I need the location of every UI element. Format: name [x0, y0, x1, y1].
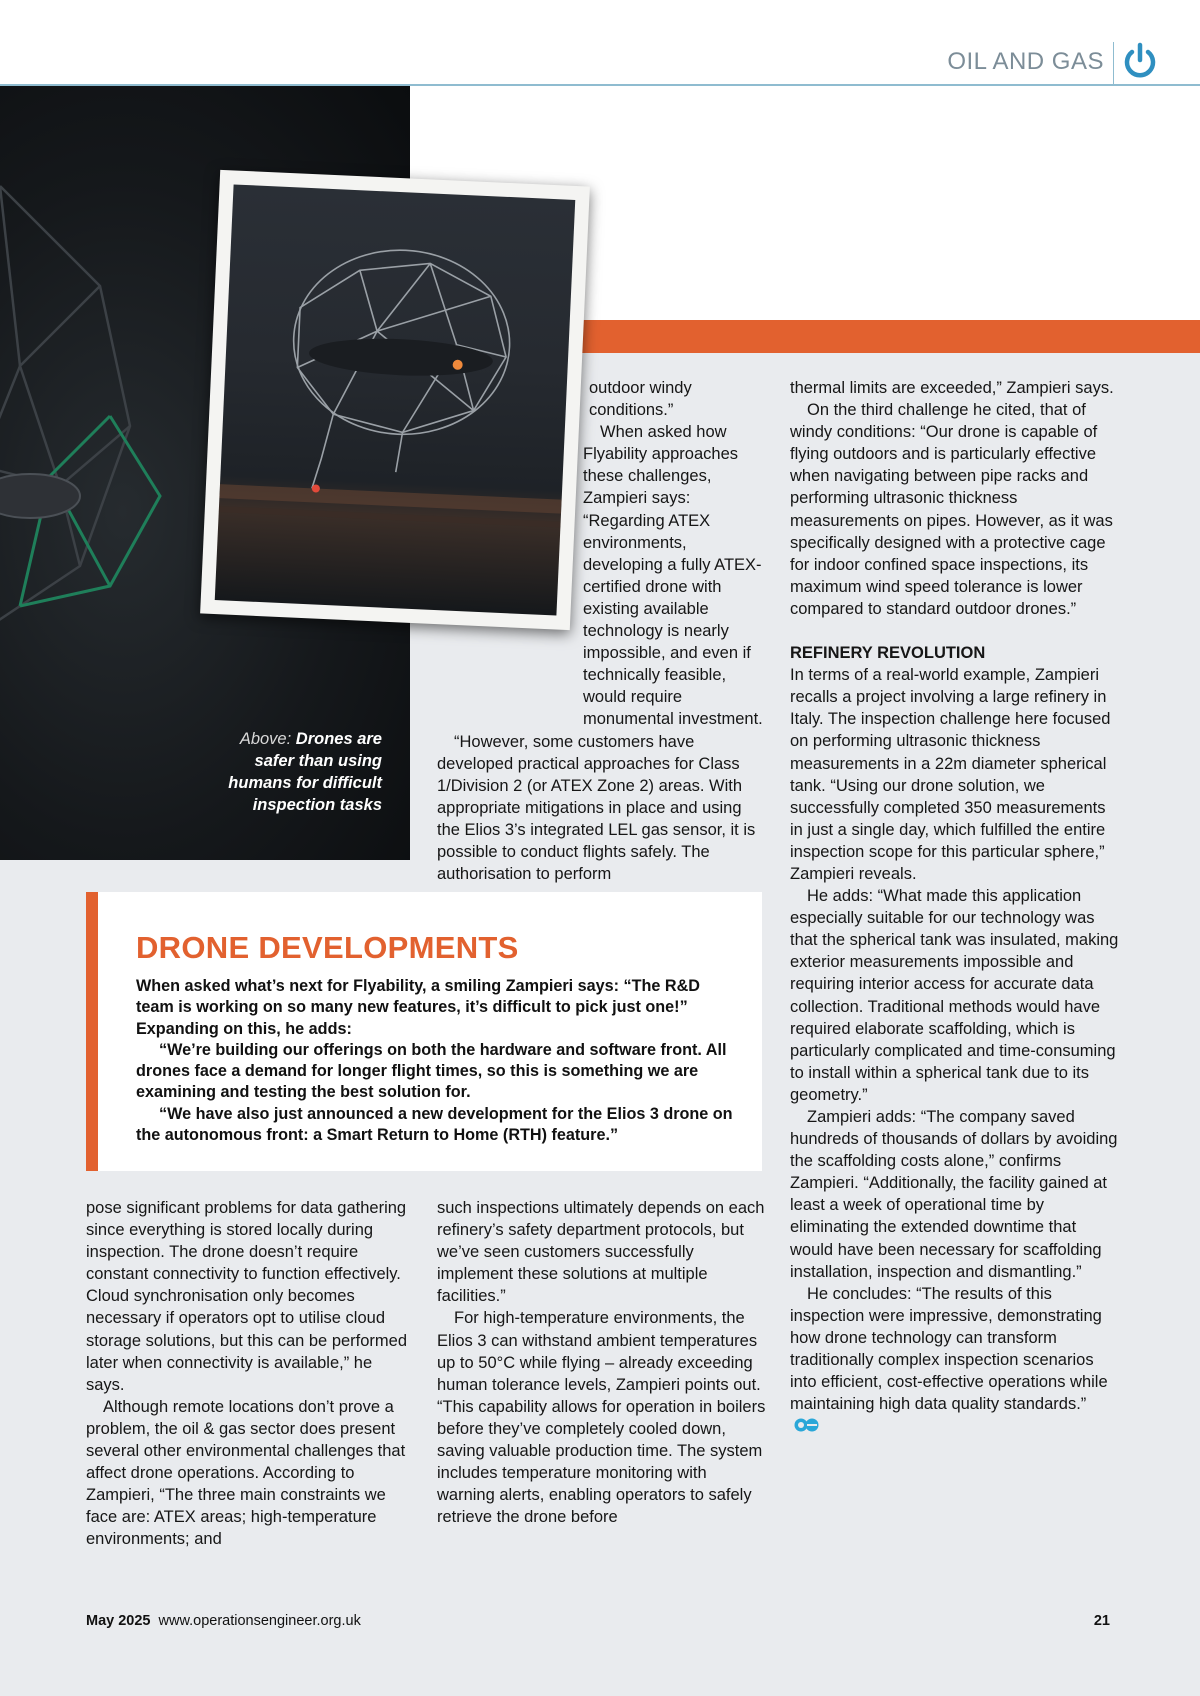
paragraph: When asked how Flyability approaches these challenges, Zampieri says: “Regarding ATEX environments, developing a fully ATEX-certified drone with existing available technology is nearly impossible, and even if technically feasible, would require monumental investment.	[583, 423, 763, 729]
paragraph: On the third challenge he cited, that of windy conditions: “Our drone is capable of flying outdoors and is particularly effective when navigating between pipe racks and performing ultrasonic thickness measurements on pipes. However, as it was specifically designed with a protective cage for indoor confined space inspections, its maximum wind speed tolerance is lower compared to standard outdoor drones.”	[790, 401, 1113, 618]
drone-cage-illustration	[0, 166, 180, 686]
article-column-right	[790, 377, 1120, 1437]
section-label: OIL AND GAS	[947, 48, 1104, 75]
label-divider	[1113, 42, 1114, 84]
paragraph: Although remote locations don’t prove a problem, the oil & gas sector does present several other environmental challenges that affect drone operations. According to Zampieri, “The three main constraints we face are: ATEX areas; high-temperature environments; and	[86, 1397, 406, 1549]
paragraph: In terms of a real-world example, Zampieri recalls a project involving a large refinery in Italy. The inspection challenge here focused on performing ultrasonic thickness measurements in a 22m diameter spherical tank. “Using our drone solution, we successfully completed 350 measurements in just a single day, which fulfilled the entire inspection scope for this particular sphere,” Zampieri reveals.	[790, 666, 1111, 883]
paragraph: such inspections ultimately depends on each refinery’s safety department protocols, but we’ve seen customers successfully implement these solutions at multiple facilities.”	[437, 1199, 765, 1306]
subheading-refinery-revolution: REFINERY REVOLUTION	[790, 644, 986, 663]
caption-lead: Above:	[239, 730, 292, 748]
article-column-middle-bottom	[437, 1197, 767, 1528]
paragraph: He adds: “What made this application especially suitable for our technology was that the spherical tank was insulated, making exterior measurements impossible and requiring interior access for accurate data collection. Traditional methods would have required elaborate scaffolding, which is particularly complicated and time-consuming to install within a spherical tank due to its geometry.”	[790, 887, 1119, 1104]
boxout-title: DRONE DEVELOPMENTS	[136, 930, 519, 965]
paragraph: “However, some customers have developed practical approaches for Class 1/Division 2 (or ATEX Zone 2) areas. With appropriate mitigations in place and using the Elios 3’s integrated LEL gas sensor, it is possible to conduct flights safely. The authorisation to perform	[437, 732, 756, 884]
paragraph: For high-temperature environments, the Elios 3 can withstand ambient temperatures up to 50°C while flying – already exceeding human tolerance levels, Zampieri points out. “This capability allows for operation in boilers before they’ve completely cooled down, saving valuable production time. The system includes temperature monitoring with warning alerts, enabling operators to safely retrieve the drone before	[437, 1309, 766, 1527]
article-column-left-bottom	[86, 1197, 414, 1551]
paragraph: outdoor windy conditions.”	[589, 379, 692, 420]
page-number: 21	[1093, 1613, 1110, 1629]
paragraph: “We’re building our offerings on both the hardware and software front. All drones face a demand for longer flight times, so this is something we are examining and testing the best solution for.	[136, 1040, 727, 1102]
boxout-accent-bar	[86, 892, 98, 1171]
paragraph: “We have also just announced a new development for the Elios 3 drone on the autonomous front: a Smart Return to Home (RTH) feature.”	[136, 1104, 733, 1145]
footer-url[interactable]: www.operationsengineer.org.uk	[158, 1613, 361, 1629]
footer	[86, 1613, 361, 1629]
article-column-middle-top	[437, 377, 767, 885]
oe-logo-icon	[794, 1417, 820, 1433]
paragraph: pose significant problems for data gathering since everything is stored locally during inspection. The drone doesn’t require constant connectivity to function effectively. Cloud synchronisation only becomes necessary if operators opt to utilise cloud storage solutions, but this can be performed later when connectivity is available,” he says.	[86, 1199, 408, 1394]
paragraph: thermal limits are exceeded,” Zampieri says.	[790, 379, 1114, 397]
paragraph: When asked what’s next for Flyability, a smiling Zampieri says: “The R&D team is working on so many new features, it’s difficult to pick just one!” Expanding on this, he adds:	[136, 977, 701, 1038]
footer-date: May 2025	[86, 1613, 151, 1629]
power-icon	[1122, 42, 1158, 80]
image-caption	[200, 728, 382, 816]
caption-text: Drones are safer than using humans for difficult inspection tasks	[228, 730, 382, 814]
paragraph: He concludes: “The results of this inspection were impressive, demonstrating how drone technology can transform traditionally complex inspection scenarios into efficient, cost-effective operations while maintaining high data quality standards.”	[790, 1284, 1108, 1414]
boxout-drone-developments	[86, 892, 762, 1171]
boxout-body	[136, 976, 736, 1146]
paragraph: Zampieri adds: “The company saved hundreds of thousands of dollars by avoiding the scaffolding costs alone,” confirms Zampieri. “Additionally, the facility gained at least a week of operational time by eliminating the extended downtime that would have been necessary for scaffolding installation, inspection and dismantling.”	[790, 1108, 1118, 1281]
